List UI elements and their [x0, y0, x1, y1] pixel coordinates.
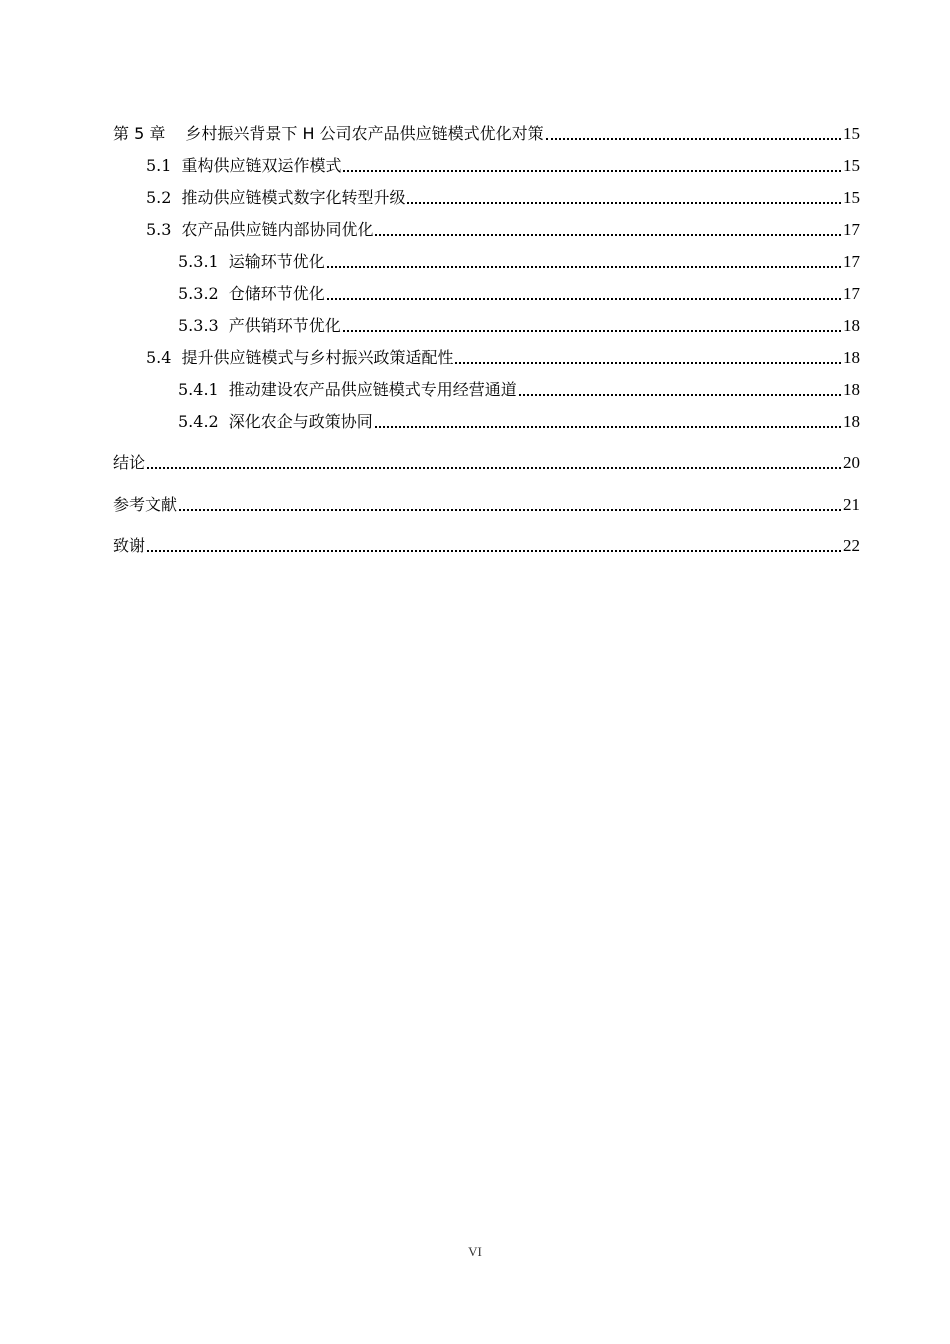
toc-dot-leader	[147, 550, 841, 552]
toc-entry-text: 推动供应链模式数字化转型升级	[181, 188, 406, 207]
toc-entry-page: 18	[843, 412, 860, 431]
toc-dot-leader	[407, 202, 841, 204]
toc-entry-page: 17	[843, 252, 860, 271]
toc-entry-page: 17	[843, 284, 860, 303]
toc-entry-page: 17	[843, 220, 860, 239]
toc-entry-title	[146, 220, 373, 240]
toc-entry-number: 5.3	[146, 220, 172, 239]
toc-dot-leader	[343, 170, 841, 172]
toc-entry-page: 18	[843, 348, 860, 367]
toc-entry-chapter-5[interactable]	[0, 120, 860, 144]
toc-entry-number: 5.4.2	[178, 412, 219, 431]
toc-entry-title	[146, 188, 405, 208]
toc-entry-title: 结论	[113, 453, 146, 472]
toc-entry-number: 第 5 章	[113, 124, 166, 143]
toc-entry-text: 推动建设农产品供应链模式专用经营通道	[228, 380, 517, 399]
toc-entry-page: 18	[843, 380, 860, 399]
toc-dot-leader	[375, 426, 841, 428]
toc-entry-5-4-1[interactable]	[0, 376, 860, 400]
toc-entry-page: 21	[843, 495, 860, 514]
toc-entry-title: 致谢	[113, 536, 146, 555]
toc-entry-title: 参考文献	[113, 495, 178, 514]
toc-entry-page: 15	[843, 156, 860, 175]
toc-entry-acknowledgements[interactable]	[0, 532, 860, 556]
toc-entry-page: 18	[843, 316, 860, 335]
toc-entry-5-1[interactable]	[0, 152, 860, 176]
toc-entry-number: 5.4	[146, 348, 172, 367]
toc-entry-5-3-2[interactable]	[0, 280, 860, 304]
toc-dot-leader	[519, 394, 841, 396]
toc-dot-leader	[455, 362, 841, 364]
toc-entry-title	[178, 252, 325, 272]
toc-entry-text: 乡村振兴背景下 H 公司农产品供应链模式优化对策	[185, 124, 544, 143]
toc-entry-references[interactable]	[0, 491, 860, 515]
toc-dot-leader	[546, 138, 841, 140]
toc-entry-title	[146, 156, 341, 176]
toc-entry-5-3-3[interactable]	[0, 312, 860, 336]
toc-entry-number: 5.3.3	[178, 316, 219, 335]
toc-dot-leader	[375, 234, 841, 236]
toc-entry-title	[178, 380, 517, 400]
toc-entry-text: 重构供应链双运作模式	[181, 156, 342, 175]
toc-entry-page: 20	[843, 453, 860, 472]
toc-entry-text: 产供销环节优化	[228, 316, 341, 335]
toc-dot-leader	[179, 509, 841, 511]
toc-entry-5-4[interactable]	[0, 344, 860, 368]
toc-entry-text: 农产品供应链内部协同优化	[181, 220, 374, 239]
toc-entry-number: 5.3.1	[178, 252, 219, 271]
toc-entry-page: 15	[843, 124, 860, 143]
toc-entry-page: 22	[843, 536, 860, 555]
toc-dot-leader	[327, 298, 841, 300]
toc-entry-text: 运输环节优化	[228, 252, 325, 271]
toc-entry-5-4-2[interactable]	[0, 408, 860, 432]
toc-entry-number: 5.4.1	[178, 380, 219, 399]
toc-entry-5-2[interactable]	[0, 184, 860, 208]
toc-dot-leader	[327, 266, 841, 268]
toc-entry-number: 5.1	[146, 156, 172, 175]
toc-entry-5-3-1[interactable]	[0, 248, 860, 272]
toc-entry-text: 仓储环节优化	[228, 284, 325, 303]
toc-entry-title	[146, 348, 453, 368]
toc-dot-leader	[147, 467, 841, 469]
toc-entry-text: 深化农企与政策协同	[228, 412, 373, 431]
toc-entry-number: 5.2	[146, 188, 172, 207]
toc-dot-leader	[343, 330, 841, 332]
toc-entry-number: 5.3.2	[178, 284, 219, 303]
toc-entry-5-3[interactable]	[0, 216, 860, 240]
table-of-contents	[0, 0, 950, 600]
toc-entry-page: 15	[843, 188, 860, 207]
toc-entry-title	[113, 124, 544, 144]
toc-entry-text: 提升供应链模式与乡村振兴政策适配性	[181, 348, 454, 367]
toc-entry-conclusion[interactable]	[0, 449, 860, 473]
page-number-footer: VI	[468, 1244, 482, 1259]
toc-entry-title	[178, 412, 373, 432]
toc-entry-title	[178, 316, 341, 336]
toc-entry-title	[178, 284, 325, 304]
